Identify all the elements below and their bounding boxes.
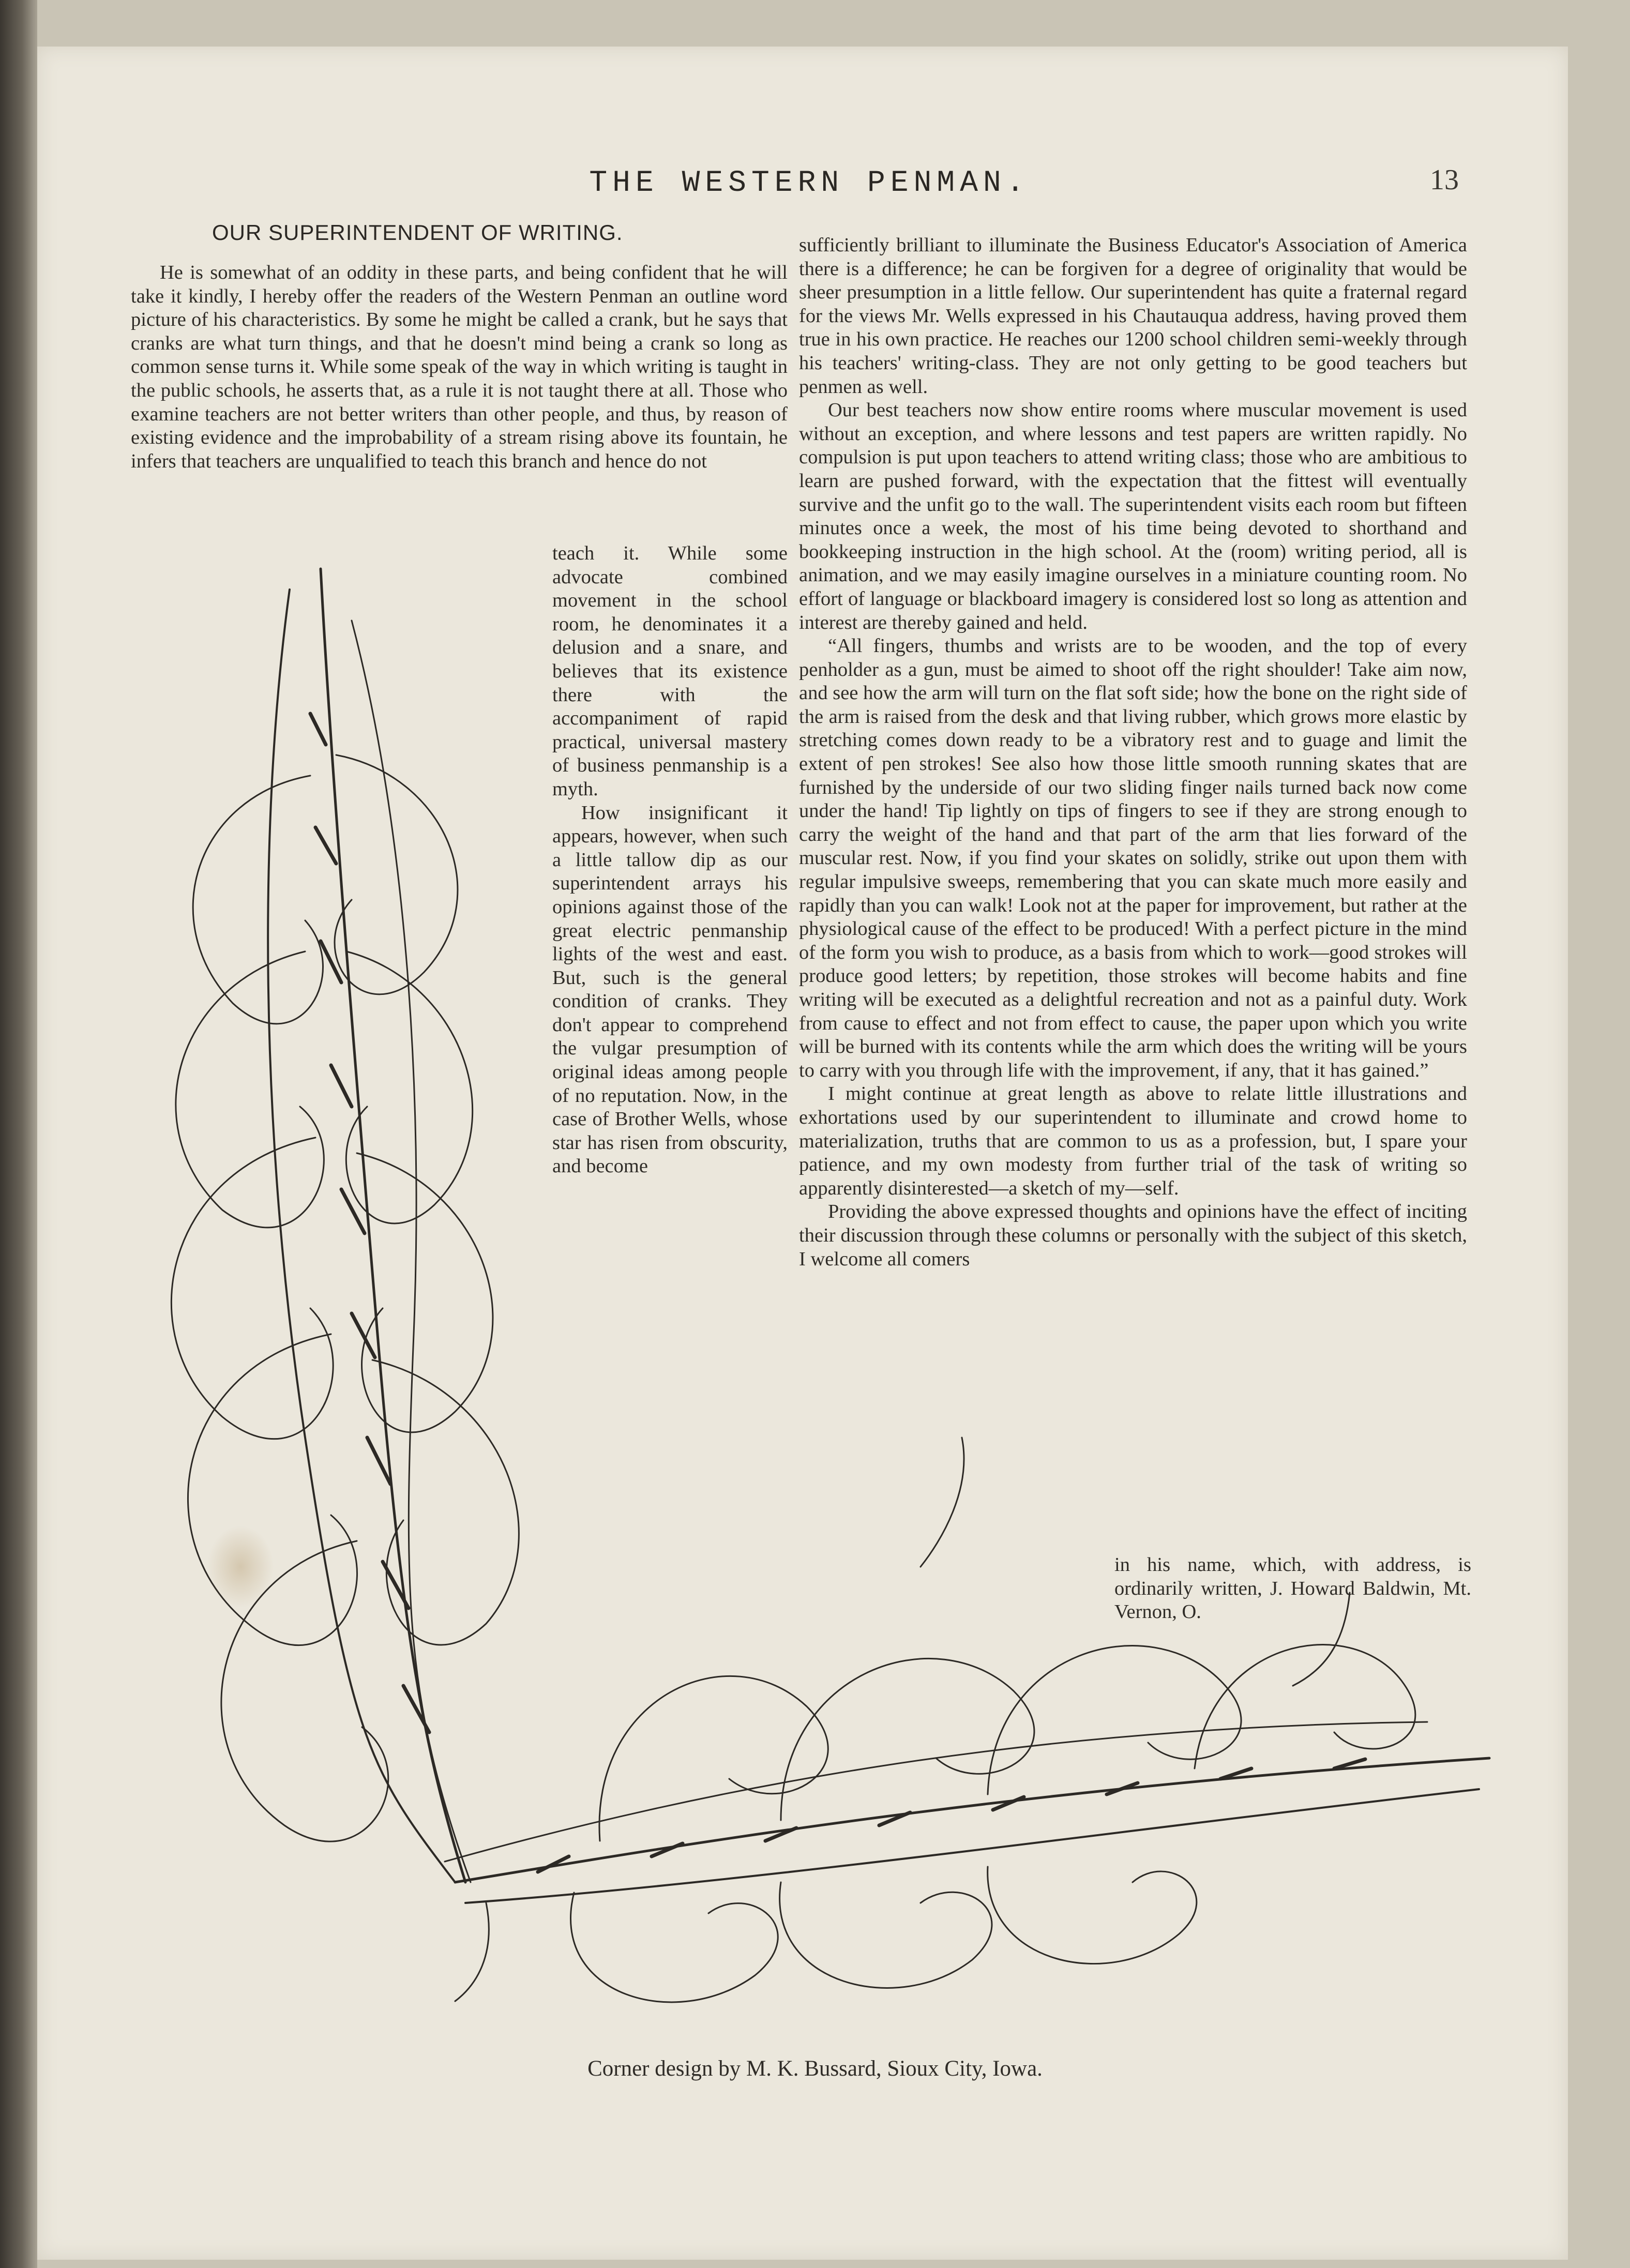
paragraph: Our best teachers now show entire rooms where muscular movement is used without an exception, and where lessons and test papers are written rapidly. No compulsion is put upon teachers to attend writing class; those who are ambitious to learn are pushed forward, with the expectation that the fittest will eventually survive and the unfit go to the wall. The superintendent visits each room but fifteen minutes once a week, the most of his time being devoted to shorthand and bookkeeping instruction in the high school. At the (room) writing period, all is animation, and we may easily imagine ourselves in a miniature counting room. No effort of language or blackboard imagery is considered lost so long as attention and interest are thereby gained and held. xyxy=(799,399,1467,633)
paragraph: in his name, which, with address, is ordinarily written, J. Howard Baldwin, Mt. Vernon, O. xyxy=(1114,1554,1471,1623)
page-number: 13 xyxy=(1430,164,1459,196)
pen-flourish-corner-design xyxy=(134,558,1505,2037)
paragraph: sufficiently brilliant to illuminate the Business Educator's Association of America there is a difference; he can be forgiven for a degree of originality that would be sheer presumption in a little fellow. Our superintendent has quite a fraternal regard for the views Mr. Wells expressed in his Chautauqua address, having proved them true in his own practice. He reaches our 1200 school children semi-weekly through his teachers' writing-class. They are not only getting to be good teachers but penmen as well. xyxy=(799,234,1467,398)
paragraph: How insignificant it appears, however, when such a little tallow dip as our superintendent arrays his opinions against those of the great electric penmanship lights of the west and east. But, such is the general condition of cranks. They don't appear to comprehend the vulgar presumption of original ideas among people of no reputation. Now, in the case of Brother Wells, whose star has risen from obscurity, and become xyxy=(552,802,788,1177)
paper-stain xyxy=(207,1525,274,1608)
figure-caption: Corner design by M. K. Bussard, Sioux City, Iowa. xyxy=(587,2057,1043,2081)
paragraph: I might continue at great length as above to relate little illustrations and exhortations used by our superintendent to illuminate and crowd home to materialization, truths that are common to us as a profession, but, I spare your patience, and my own modesty from further trial of the task of writing so apparently disinterested—a sketch of my—self. xyxy=(799,1083,1467,1199)
left-column-upper xyxy=(131,261,788,473)
article-title: OUR SUPERINTENDENT OF WRITING. xyxy=(212,220,623,245)
paragraph: Providing the above expressed thoughts and opinions have the effect of inciting their discussion through these columns or personally with the subject of this sketch, I welcome all comers xyxy=(799,1201,1467,1270)
paragraph: “All fingers, thumbs and wrists are to be wooden, and the top of every penholder as a gun, must be aimed to shoot off the right shoulder! Take aim now, and see how the arm will turn on the flat soft side; how the bone on the right side of the arm is raised from the desk and that living rubber, which grows more elastic by stretching comes down ready to be a vibratory rest and to guage and limit the extent of pen strokes! See also how those little smooth running skates that are furnished by the underside of our two sliding finger nails turned back now come under the hand! Tip lightly on tips of fingers to see if they are strong enough to carry the weight of the hand and that part of the arm that lies forward of the muscular rest. Now, if you find your skates on solidly, strike out upon them with regular impulsive sweeps, remembering that you can skate much more easily and rapidly than you can walk! Look not at the paper for improvement, but rather at the physiological cause of the effect to be produced! With a perfect picture in the mind of the form you wish to produce, as a basis from which to work—good strokes will produce good letters; by repetition, those strokes will become habits and fine writing will be executed as a delightful recreation and not as a painful duty. Work from cause to effect and not from effect to cause, the paper upon which you write will be burned with its contents while the arm which does the writing will be yours to carry with you through life with the improvement, if any, that it has gained.” xyxy=(799,635,1467,1081)
running-header: THE WESTERN PENMAN. xyxy=(589,167,1030,200)
paragraph: teach it. While some advocate combined movement in the school room, he denominates it a delusion and a snare, and believes that its existence there with the accompaniment of rapid practical, universal mastery of business penmanship is a myth. xyxy=(552,542,788,800)
page-binding-edge xyxy=(0,0,37,2268)
paragraph: He is somewhat of an oddity in these parts, and being confident that he will take it kindly, I hereby offer the readers of the Western Penman an outline word picture of his characteristics. By some he might be called a crank, but he says that cranks are what turn things, and that he doesn't mind being a crank so long as common sense turns it. While some speak of the way in which writing is taught in the public schools, he asserts that, as a rule it is not taught there at all. Those who examine teachers are not better writers than other people, and thus, by reason of existing evidence and the improbability of a stream rising above its fountain, he infers that teachers are unqualified to teach this branch and hence do not xyxy=(131,262,788,472)
